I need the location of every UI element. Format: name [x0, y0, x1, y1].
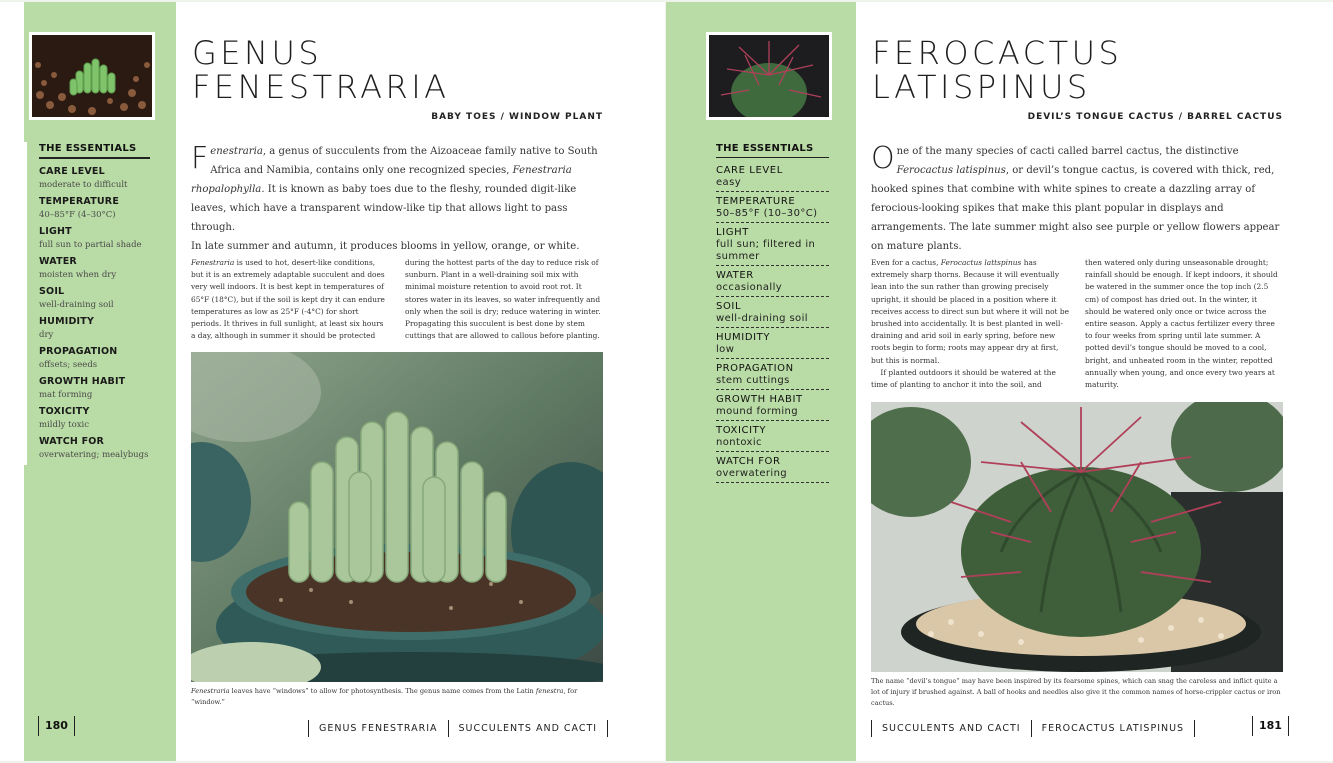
- essential-value: 40–85°F (4–30°C): [39, 210, 116, 220]
- essential-water: [716, 266, 829, 297]
- essentials-list: [24, 142, 150, 465]
- essential-light: [39, 225, 150, 252]
- essential-label: LIGHT: [39, 226, 72, 237]
- essential-watch-for: [716, 452, 829, 483]
- essential-label: PROPAGATION: [716, 363, 794, 374]
- body-text: If planted outdoors it should be watered at the time of planting to anchor it into the soil, and: [871, 367, 1056, 390]
- essential-label: SOIL: [39, 286, 65, 297]
- essential-value: overwatering; mealybugs: [39, 450, 149, 460]
- essential-label: GROWTH HABIT: [39, 376, 126, 387]
- essential-value: offsets; seeds: [39, 360, 98, 370]
- intro-paragraph: [871, 142, 1281, 256]
- intro-text: . It is known as baby toes due to the fleshy, rounded digit-like leaves, which have a transparent window-like tip that allows light to pass through.: [191, 184, 577, 233]
- essential-temperature: [39, 195, 150, 222]
- intro-paragraph: [191, 142, 601, 256]
- essential-humidity: [716, 328, 829, 359]
- page-number: 181: [1252, 716, 1289, 736]
- essential-label: WATER: [39, 256, 77, 267]
- page-number: 180: [38, 716, 75, 736]
- essential-propagation: [39, 345, 150, 372]
- body-column-2: then watered only during unseasonable drought; rainfall should be enough. If kept indoors, it should be watered in the summer once the top inch (2.5 cm) of compost has dried out. In the winter, it should be watered only once or twice across the entire season. Apply a cactus fertilizer every three to four weeks from spring until late summer. A potted devil’s tongue should be moved to a cool, bright, and unheated room in the winter, repotted annually when young, and once every two years at maturity.: [1085, 258, 1278, 390]
- species-name: Ferocactus lattspinus: [940, 258, 1022, 267]
- latin-word: fenestra: [535, 687, 564, 695]
- page-title: [872, 36, 1122, 104]
- essential-value: moderate to difficult: [39, 180, 128, 190]
- caption-text: leaves have “windows” to allow for photosynthesis. The genus name comes from the Latin: [229, 687, 536, 695]
- essential-label: GROWTH HABIT: [716, 394, 803, 405]
- footer-tab-section: SUCCULENTS AND CACTI: [871, 720, 1031, 737]
- essential-value: occasionally: [716, 282, 783, 293]
- essential-light: [716, 223, 829, 266]
- essential-label: PROPAGATION: [39, 346, 118, 357]
- essentials-sidebar: [666, 2, 856, 761]
- intro-text: , a genus of succulents from the Aizoaceae family native to South Africa and Namibia, contains only one recognized species,: [210, 146, 598, 176]
- essential-toxicity: [716, 421, 829, 452]
- essential-care-level: [716, 161, 829, 192]
- essential-humidity: [39, 315, 150, 342]
- essentials-heading: THE ESSENTIALS: [716, 142, 829, 158]
- essential-value: nontoxic: [716, 437, 762, 448]
- body-column-2: during the hottest parts of the day to reduce risk of sunburn. Plant in a well-draining soil mix with minimal moisture retention to avoid root rot. It stores water in its leaves, so water infrequently and only when the soil is dry; reduce watering in winter. Propagating this succulent is best done by stem cuttings that are allowed to callous before planting.: [405, 258, 601, 341]
- body-text: is used to hot, desert-like conditions, but it is an extremely adaptable succulent and does very well indoors. It is best kept in temperatures of 65°F (18°C), but if the soil is kept dry it can endure temperatures as low as 25°F (-4°C) for short periods. It thrives in full sunlight, at least six hours a day, although in summer it should be protected: [191, 258, 385, 341]
- essential-label: TEMPERATURE: [716, 196, 796, 207]
- species-name: Fenestraria rhopalophylla: [191, 165, 572, 195]
- title-line: FEROCACTUS: [872, 34, 1123, 72]
- essential-label: LIGHT: [716, 227, 749, 238]
- body-column-1: [191, 257, 389, 342]
- body-text: Even for a cactus,: [871, 258, 941, 267]
- essential-value: well-draining soil: [39, 300, 114, 310]
- fenestraria-thumbnail: [29, 32, 155, 120]
- essential-label: WATCH FOR: [716, 456, 781, 467]
- essential-label: CARE LEVEL: [39, 166, 105, 177]
- essentials-heading: THE ESSENTIALS: [39, 142, 150, 159]
- running-footer: [871, 720, 1195, 737]
- essential-value: full sun; filtered in summer: [716, 239, 816, 262]
- genus-name: Fenestraria: [191, 258, 235, 267]
- essential-growth-habit: [39, 375, 150, 402]
- essential-value: moisten when dry: [39, 270, 117, 280]
- essential-label: WATCH FOR: [39, 436, 105, 447]
- essential-value: stem cuttings: [716, 375, 790, 386]
- body-text: has extremely sharp thorns. Because it will eventually lean into the sun rather than growing precisely upright, it should be placed in a position where it receives access to direct sun but where it will not be brushed into accidentally. It is best planted in well-draining and arid soil in early spring, before new roots begin to form; roots may appear dry at first, but this is normal.: [871, 258, 1069, 365]
- ferocactus-photo: [871, 402, 1283, 672]
- left-page: [0, 2, 665, 761]
- essential-soil: [716, 297, 829, 328]
- essential-label: TOXICITY: [39, 406, 90, 417]
- genus-name: Fenestraria: [191, 687, 230, 695]
- common-names: BABY TOES / WINDOW PLANT: [431, 112, 603, 122]
- essential-watch-for: [39, 435, 150, 462]
- essential-value: 50–85°F (10–30°C): [716, 208, 818, 219]
- essential-care-level: [39, 165, 150, 192]
- essentials-sidebar: [24, 2, 176, 761]
- essential-value: overwatering: [716, 468, 788, 479]
- essential-value: easy: [716, 177, 742, 188]
- photo-caption: [191, 686, 603, 708]
- right-page: [666, 2, 1333, 761]
- essential-value: well-draining soil: [716, 313, 808, 324]
- drop-cap: F: [191, 141, 209, 176]
- common-names: DEVIL’S TONGUE CACTUS / BARREL CACTUS: [1027, 112, 1283, 122]
- body-columns: [191, 257, 603, 342]
- fenestraria-photo: [191, 352, 603, 682]
- essential-label: HUMIDITY: [716, 332, 771, 343]
- title-line: LATISPINUS: [872, 68, 1091, 106]
- intro-text: ne of the many species of cacti called barrel cactus, the distinctive: [896, 146, 1239, 157]
- photo-caption: The name “devil’s tongue” may have been inspired by its fearsome spines, which can snag the careless and inflict quite a lot of injury if brushed against. A ball of hooks and needles also give it the common names of horse-crippler cactus or iron cactus.: [871, 677, 1281, 707]
- intro-text: , or devil’s tongue cactus, is covered with thick, red, hooked spines that combine with white spines to create a dazzling array of ferocious-looking spikes that make this plant popular in displays and arrangements. The late summer might also see purple or yellow flowers appear on mature plants.: [871, 165, 1280, 252]
- essential-label: SOIL: [716, 301, 742, 312]
- ferocactus-thumbnail: [706, 32, 832, 120]
- essential-label: HUMIDITY: [39, 316, 95, 327]
- body-columns: [871, 257, 1283, 391]
- running-footer: [308, 720, 608, 737]
- footer-tab-section: SUCCULENTS AND CACTI: [448, 720, 609, 737]
- essential-label: WATER: [716, 270, 754, 281]
- essential-temperature: [716, 192, 829, 223]
- title-line: FENESTRARIA: [192, 68, 450, 106]
- essential-growth-habit: [716, 390, 829, 421]
- essential-value: mound forming: [716, 406, 799, 417]
- essential-value: dry: [39, 330, 54, 340]
- essential-toxicity: [39, 405, 150, 432]
- essential-value: full sun to partial shade: [39, 240, 142, 250]
- species-name: Ferocactus latispinus: [896, 165, 1006, 176]
- essential-water: [39, 255, 150, 282]
- essential-label: CARE LEVEL: [716, 165, 783, 176]
- essential-value: low: [716, 344, 735, 355]
- drop-cap: O: [871, 141, 895, 176]
- footer-tab-genus: GENUS FENESTRARIA: [308, 720, 448, 737]
- essentials-list: [716, 142, 829, 483]
- body-column-1: [871, 257, 1069, 391]
- essential-value: mildly toxic: [39, 420, 89, 430]
- essential-soil: [39, 285, 150, 312]
- essential-value: mat forming: [39, 390, 93, 400]
- page-title: [192, 36, 450, 104]
- title-line: GENUS: [192, 34, 323, 72]
- genus-name: enestraria: [210, 146, 263, 157]
- essential-label: TEMPERATURE: [39, 196, 120, 207]
- footer-tab-species: FEROCACTUS LATISPINUS: [1031, 720, 1195, 737]
- caption-text: , for “window.”: [191, 687, 578, 706]
- essential-label: TOXICITY: [716, 425, 767, 436]
- essential-propagation: [716, 359, 829, 390]
- intro-text: In late summer and autumn, it produces blooms in yellow, orange, or white.: [191, 241, 580, 252]
